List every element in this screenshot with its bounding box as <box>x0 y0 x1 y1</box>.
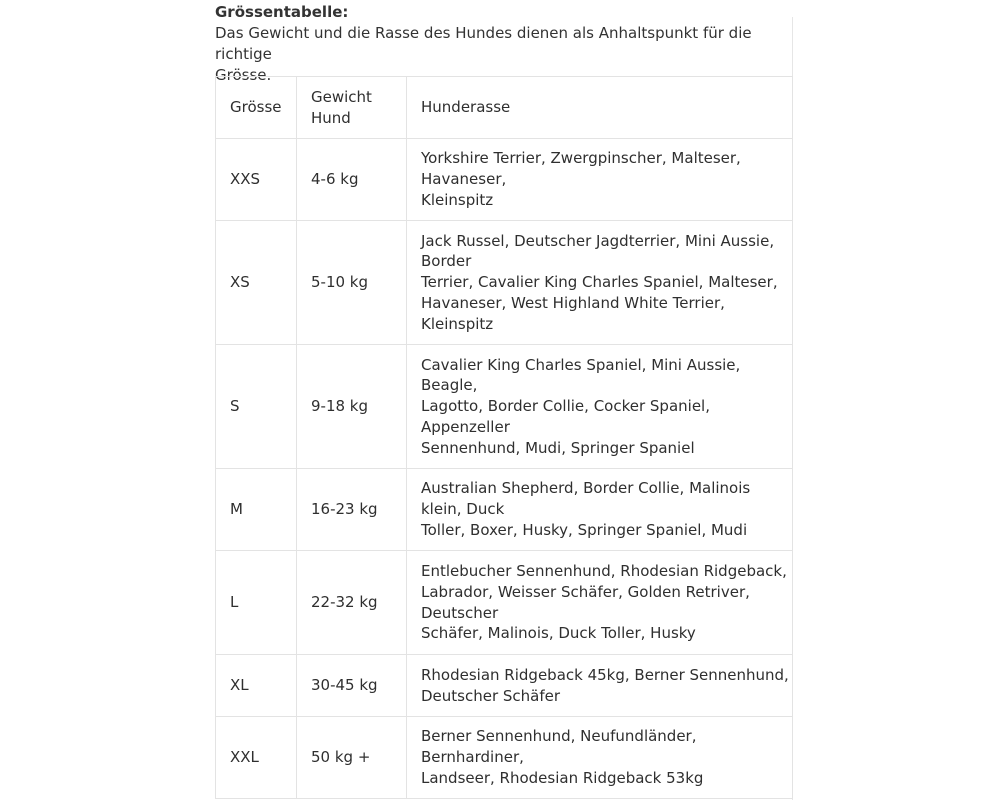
breed-line: klein, Duck <box>421 500 505 519</box>
header-row <box>216 77 793 139</box>
cell-weight: 5-10 kg <box>297 221 407 345</box>
cell-breeds <box>407 469 793 551</box>
breed-line: Sennenhund, Mudi, Springer Spaniel <box>421 438 695 457</box>
cell-weight: 50 kg + <box>297 717 407 799</box>
size-table-header <box>216 77 793 139</box>
breed-line: Australian Shepherd, Border Collie, Malinois <box>421 479 751 498</box>
cell-size: XXS <box>216 139 297 221</box>
breed-line: Terrier, Cavalier King Charles Spaniel, Malteser, <box>421 273 778 292</box>
cell-size: L <box>216 551 297 655</box>
breed-line: Jack Russel, Deutscher Jagdterrier, Mini Aussie, <box>421 231 775 250</box>
header-weight <box>297 77 407 139</box>
table-row <box>216 139 793 221</box>
header-size: Grösse <box>216 77 297 139</box>
cell-size: XXL <box>216 717 297 799</box>
cell-weight: 22-32 kg <box>297 551 407 655</box>
breed-line: Yorkshire Terrier, Zwergpinscher, Malteser, <box>421 149 741 168</box>
breed-line: Rhodesian Ridgeback 45kg, Berner Sennenhund, <box>421 665 789 684</box>
breed-line: Labrador, Weisser Schäfer, Golden Retriver, <box>421 582 750 601</box>
cell-weight: 4-6 kg <box>297 139 407 221</box>
breed-line: Havaneser, <box>421 170 507 189</box>
header-breed: Hunderasse <box>407 77 793 139</box>
cell-breeds <box>407 717 793 799</box>
breed-line: Border <box>421 252 472 271</box>
cell-size: XL <box>216 655 297 717</box>
table-row <box>216 717 793 799</box>
breed-line: Toller, Boxer, Husky, Springer Spaniel, Mudi <box>421 520 748 539</box>
table-row <box>216 221 793 345</box>
cell-breeds <box>407 551 793 655</box>
size-guide-description-line1: Das Gewicht und die Rasse des Hundes dienen als Anhaltspunkt für die richtige <box>215 24 752 63</box>
breed-line: Kleinspitz <box>421 190 494 209</box>
breed-line: Deutscher Schäfer <box>421 686 561 705</box>
header-weight-line1: Gewicht <box>311 87 372 106</box>
breed-line: Beagle, <box>421 376 478 395</box>
breed-line: Kleinspitz <box>421 314 494 333</box>
cell-size: S <box>216 345 297 469</box>
breed-line: Bernhardiner, <box>421 748 524 767</box>
cell-weight: 9-18 kg <box>297 345 407 469</box>
breed-line: Schäfer, Malinois, Duck Toller, Husky <box>421 624 696 643</box>
breed-line: Cavalier King Charles Spaniel, Mini Aussie, <box>421 355 741 374</box>
size-table-body <box>216 139 793 799</box>
table-row <box>216 551 793 655</box>
cell-weight: 16-23 kg <box>297 469 407 551</box>
cell-size: XS <box>216 221 297 345</box>
header-weight-line2: Hund <box>311 108 351 127</box>
cell-weight: 30-45 kg <box>297 655 407 717</box>
cell-breeds <box>407 655 793 717</box>
size-guide-intro <box>215 2 795 86</box>
breed-line: Berner Sennenhund, Neufundländer, <box>421 727 697 746</box>
cell-breeds <box>407 139 793 221</box>
table-row <box>216 345 793 469</box>
size-table <box>215 76 793 799</box>
table-row <box>216 469 793 551</box>
size-guide-heading: Grössentabelle: <box>215 3 349 21</box>
table-row <box>216 655 793 717</box>
cell-size: M <box>216 469 297 551</box>
cell-breeds <box>407 221 793 345</box>
size-guide-description-line2: Grösse. <box>215 66 272 84</box>
breed-line: Appenzeller <box>421 417 510 436</box>
breed-line: Landseer, Rhodesian Ridgeback 53kg <box>421 768 704 787</box>
breed-line: Lagotto, Border Collie, Cocker Spaniel, <box>421 397 710 416</box>
breed-line: Entlebucher Sennenhund, Rhodesian Ridgeback, <box>421 562 787 581</box>
breed-line: Deutscher <box>421 603 499 622</box>
cell-breeds <box>407 345 793 469</box>
breed-line: Havaneser, West Highland White Terrier, <box>421 293 725 312</box>
